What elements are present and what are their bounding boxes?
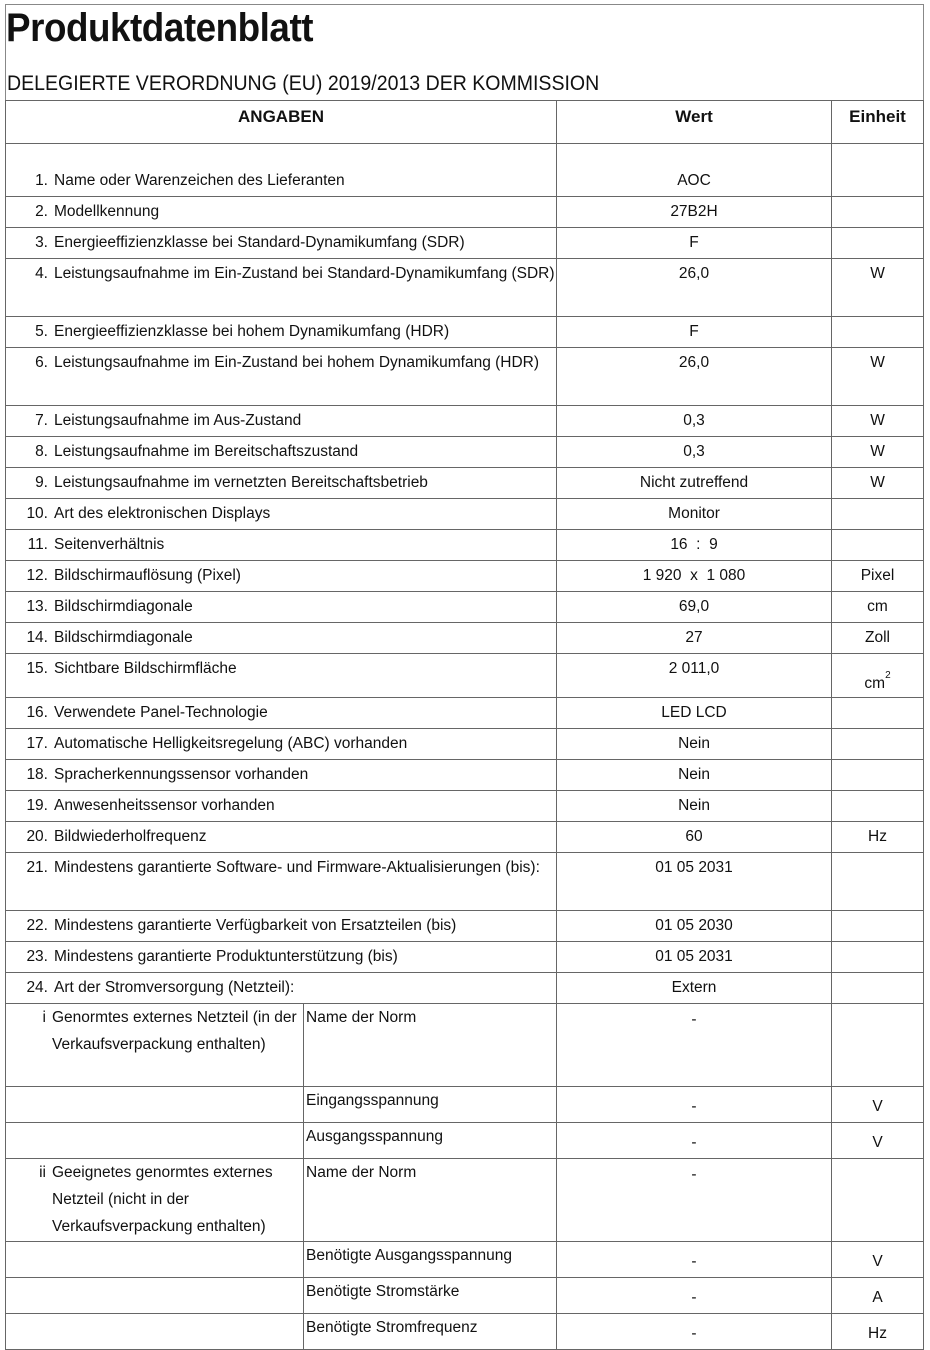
unit-text: cm — [867, 598, 888, 615]
row-unit — [832, 822, 924, 853]
unit-text: W — [870, 265, 885, 282]
row-unit — [832, 144, 924, 197]
psu-item-unit: Hz — [832, 1314, 924, 1350]
psu-item-name: Benötigte Stromfrequenz — [304, 1314, 557, 1350]
psu-row — [6, 1123, 924, 1159]
row-unit — [832, 729, 924, 760]
unit-text: Pixel — [860, 567, 895, 584]
table-row — [6, 437, 924, 468]
row-number: 19. — [26, 797, 48, 814]
row-description — [6, 144, 557, 197]
header-einheit: Einheit — [832, 101, 924, 144]
row-value: 2 011,0 — [557, 654, 832, 698]
row-value: 01 05 2031 — [557, 853, 832, 911]
table-row — [6, 530, 924, 561]
psu-group-label: Geeignetes genormtes externes Netzteil (nicht in der Verkaufsverpackung enthalten) — [52, 1164, 273, 1235]
row-label: Bildschirmauflösung (Pixel) — [54, 567, 241, 584]
psu-item-value: - — [557, 1159, 832, 1242]
row-value: 69,0 — [557, 592, 832, 623]
unit-text: W — [870, 474, 885, 491]
row-unit — [832, 942, 924, 973]
table-row — [6, 317, 924, 348]
row-description — [6, 822, 557, 853]
row-unit — [832, 197, 924, 228]
row-value: F — [557, 317, 832, 348]
row-label: Mindestens garantierte Software- und Firmware-Aktualisierungen (bis): — [54, 859, 540, 876]
row-description — [6, 468, 557, 499]
row-description — [6, 791, 557, 822]
psu-item-name: Benötigte Stromstärke — [304, 1278, 557, 1314]
row-unit — [832, 760, 924, 791]
row-unit — [832, 973, 924, 1004]
unit-text: W — [870, 412, 885, 429]
row-label: Anwesenheitssensor vorhanden — [54, 797, 275, 814]
row-value: F — [557, 228, 832, 259]
row-unit — [832, 623, 924, 654]
psu-group-cell — [6, 1314, 304, 1350]
row-description — [6, 853, 557, 911]
row-description — [6, 623, 557, 654]
header-wert: Wert — [557, 101, 832, 144]
row-description — [6, 729, 557, 760]
row-value: 01 05 2031 — [557, 942, 832, 973]
row-unit — [832, 698, 924, 729]
row-number: 14. — [26, 629, 48, 646]
unit-text: W — [870, 443, 885, 460]
psu-item-name: Eingangsspannung — [304, 1087, 557, 1123]
row-value: 26,0 — [557, 348, 832, 406]
psu-item-unit: V — [832, 1242, 924, 1278]
row-number: 8. — [35, 443, 48, 460]
row-description — [6, 760, 557, 791]
row-number: 22. — [26, 917, 48, 934]
row-number: 5. — [35, 323, 48, 340]
row-label: Spracherkennungssensor vorhanden — [54, 766, 309, 783]
table-row — [6, 698, 924, 729]
row-number: 23. — [26, 948, 48, 965]
psu-item-value: - — [557, 1242, 832, 1278]
row-value: 1 920 x 1 080 — [557, 561, 832, 592]
row-number: 21. — [26, 859, 48, 876]
psu-item-name: Name der Norm — [304, 1004, 557, 1087]
row-unit — [832, 348, 924, 406]
psu-item-unit: A — [832, 1278, 924, 1314]
table-row — [6, 561, 924, 592]
row-description — [6, 317, 557, 348]
psu-group-cell — [6, 1087, 304, 1123]
row-number: 16. — [26, 704, 48, 721]
row-description — [6, 437, 557, 468]
table-row — [6, 259, 924, 317]
row-description — [6, 654, 557, 698]
row-label: Automatische Helligkeitsregelung (ABC) vorhanden — [54, 735, 408, 752]
psu-row — [6, 1159, 924, 1242]
row-description — [6, 259, 557, 317]
document-subtitle: DELEGIERTE VERORDNUNG (EU) 2019/2013 DER KOMMISSION — [7, 72, 600, 95]
table-row — [6, 822, 924, 853]
row-unit — [832, 468, 924, 499]
row-unit — [832, 259, 924, 317]
row-label: Art des elektronischen Displays — [54, 505, 271, 522]
psu-item-value: - — [557, 1278, 832, 1314]
table-row — [6, 144, 924, 197]
row-unit — [832, 911, 924, 942]
row-description — [6, 228, 557, 259]
psu-group-cell — [6, 1278, 304, 1314]
row-number: 3. — [35, 234, 48, 251]
table-row — [6, 654, 924, 698]
row-number: 17. — [26, 735, 48, 752]
row-label: Art der Stromversorgung (Netzteil): — [54, 979, 295, 996]
row-description — [6, 973, 557, 1004]
table-row — [6, 791, 924, 822]
row-label: Mindestens garantierte Verfügbarkeit von Ersatzteilen (bis) — [54, 917, 457, 934]
row-label: Bildwiederholfrequenz — [54, 828, 207, 845]
row-number: 1. — [35, 172, 48, 189]
row-value: 16 : 9 — [557, 530, 832, 561]
psu-row — [6, 1004, 924, 1087]
table-row — [6, 973, 924, 1004]
row-description — [6, 911, 557, 942]
row-label: Energieeffizienzklasse bei hohem Dynamikumfang (HDR) — [54, 323, 450, 340]
psu-item-value: - — [557, 1004, 832, 1087]
psu-group-cell — [6, 1123, 304, 1159]
row-value: Monitor — [557, 499, 832, 530]
psu-row — [6, 1087, 924, 1123]
psu-group-cell — [6, 1242, 304, 1278]
psu-item-name: Ausgangsspannung — [304, 1123, 557, 1159]
row-unit — [832, 317, 924, 348]
row-label: Leistungsaufnahme im Aus-Zustand — [54, 412, 302, 429]
row-value: Nein — [557, 760, 832, 791]
psu-item-unit — [832, 1159, 924, 1242]
psu-item-value: - — [557, 1123, 832, 1159]
psu-item-name: Name der Norm — [304, 1159, 557, 1242]
row-number: 6. — [35, 354, 48, 371]
row-number: 9. — [35, 474, 48, 491]
row-description — [6, 197, 557, 228]
table-row — [6, 911, 924, 942]
psu-row — [6, 1314, 924, 1350]
document-title: Produktdatenblatt — [6, 6, 314, 50]
psu-group-label: Genormtes externes Netzteil (in der Verkaufsverpackung enthalten) — [52, 1009, 297, 1053]
table-row — [6, 760, 924, 791]
row-label: Leistungsaufnahme im Bereitschaftszustand — [54, 443, 359, 460]
psu-item-value: - — [557, 1314, 832, 1350]
row-label: Seitenverhältnis — [54, 536, 165, 553]
row-label: Verwendete Panel-Technologie — [54, 704, 268, 721]
row-label: Name oder Warenzeichen des Lieferanten — [54, 172, 345, 189]
row-description — [6, 499, 557, 530]
row-number: 15. — [26, 660, 48, 677]
table-row — [6, 853, 924, 911]
table-row — [6, 623, 924, 654]
unit-superscript: 2 — [885, 670, 891, 681]
row-value: Nein — [557, 729, 832, 760]
table-row — [6, 468, 924, 499]
row-value: LED LCD — [557, 698, 832, 729]
table-row — [6, 228, 924, 259]
row-label: Modellkennung — [54, 203, 160, 220]
row-description — [6, 561, 557, 592]
psu-item-name: Benötigte Ausgangsspannung — [304, 1242, 557, 1278]
unit-text: Hz — [868, 828, 887, 845]
row-number: 24. — [26, 979, 48, 996]
row-value: Nicht zutreffend — [557, 468, 832, 499]
table-row — [6, 499, 924, 530]
row-label: Leistungsaufnahme im Ein-Zustand bei Standard-Dynamikumfang (SDR) — [54, 265, 555, 282]
row-unit — [832, 592, 924, 623]
row-number: 11. — [27, 536, 48, 553]
row-label: Sichtbare Bildschirmfläche — [54, 660, 237, 677]
row-value: Nein — [557, 791, 832, 822]
table-row — [6, 197, 924, 228]
row-unit — [832, 853, 924, 911]
row-description — [6, 942, 557, 973]
row-label: Leistungsaufnahme im vernetzten Bereitschaftsbetrieb — [54, 474, 428, 491]
row-number: 20. — [26, 828, 48, 845]
row-description — [6, 592, 557, 623]
psu-item-unit: V — [832, 1087, 924, 1123]
row-value: Extern — [557, 973, 832, 1004]
row-unit — [832, 228, 924, 259]
row-label: Bildschirmdiagonale — [54, 629, 193, 646]
row-value: 26,0 — [557, 259, 832, 317]
unit-text: Zoll — [865, 629, 890, 646]
row-number: 13. — [26, 598, 48, 615]
psu-item-unit: V — [832, 1123, 924, 1159]
row-unit — [832, 791, 924, 822]
unit-text: W — [870, 354, 885, 371]
row-value: AOC — [557, 144, 832, 197]
row-value: 0,3 — [557, 437, 832, 468]
table-row — [6, 592, 924, 623]
row-unit — [832, 437, 924, 468]
header-angaben: ANGABEN — [6, 101, 557, 144]
row-value: 27B2H — [557, 197, 832, 228]
psu-group-cell — [6, 1004, 304, 1087]
row-description — [6, 698, 557, 729]
row-unit — [832, 654, 924, 698]
row-description — [6, 530, 557, 561]
psu-row — [6, 1278, 924, 1314]
table-row — [6, 942, 924, 973]
row-description — [6, 348, 557, 406]
row-label: Mindestens garantierte Produktunterstützung (bis) — [54, 948, 398, 965]
psu-group-number: ii — [39, 1164, 46, 1181]
table-row — [6, 406, 924, 437]
row-label: Energieeffizienzklasse bei Standard-Dynamikumfang (SDR) — [54, 234, 465, 251]
row-value: 0,3 — [557, 406, 832, 437]
unit-text: cm — [864, 675, 886, 692]
psu-item-value: - — [557, 1087, 832, 1123]
psu-group-cell — [6, 1159, 304, 1242]
row-description — [6, 406, 557, 437]
row-unit — [832, 499, 924, 530]
row-number: 18. — [26, 766, 48, 783]
row-value: 27 — [557, 623, 832, 654]
row-number: 7. — [35, 412, 48, 429]
psu-item-unit — [832, 1004, 924, 1087]
row-unit — [832, 561, 924, 592]
row-label: Bildschirmdiagonale — [54, 598, 193, 615]
row-unit — [832, 406, 924, 437]
row-value: 01 05 2030 — [557, 911, 832, 942]
psu-row — [6, 1242, 924, 1278]
row-value: 60 — [557, 822, 832, 853]
row-number: 10. — [26, 505, 48, 522]
product-data-table — [5, 100, 924, 1350]
row-label: Leistungsaufnahme im Ein-Zustand bei hohem Dynamikumfang (HDR) — [54, 354, 540, 371]
psu-group-number: i — [42, 1009, 46, 1026]
table-row — [6, 348, 924, 406]
table-header-row — [6, 101, 924, 144]
row-number: 12. — [26, 567, 48, 584]
row-number: 2. — [35, 203, 48, 220]
row-number: 4. — [35, 265, 48, 282]
row-unit — [832, 530, 924, 561]
table-row — [6, 729, 924, 760]
